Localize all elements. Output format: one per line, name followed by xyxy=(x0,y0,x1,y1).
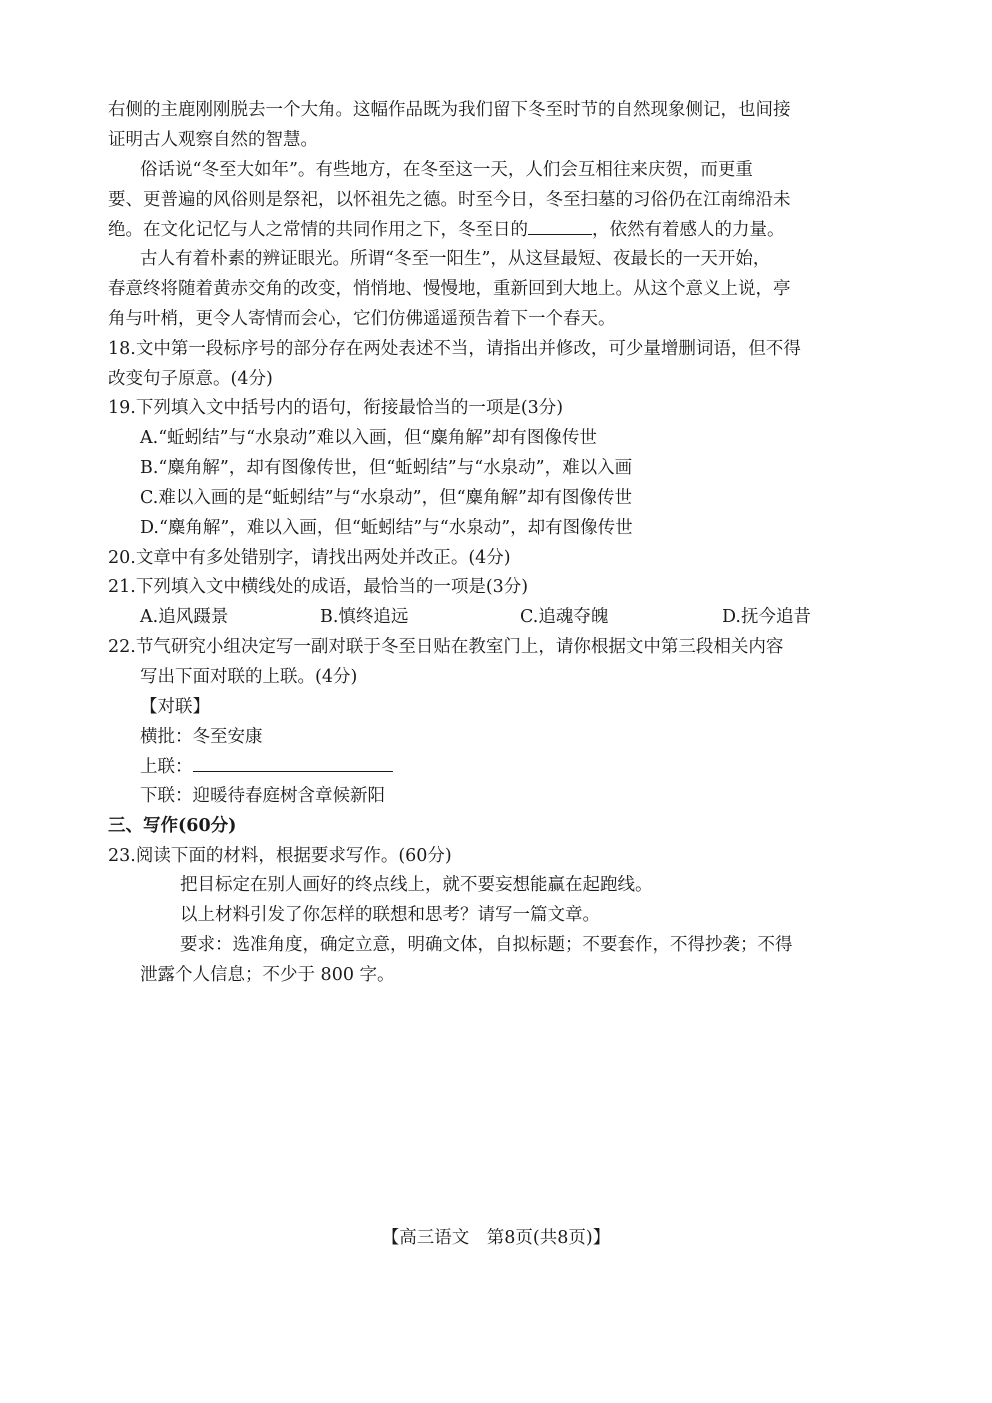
question-22-cont: 写出下面对联的上联。(4分) xyxy=(140,667,358,687)
passage-line: 证明古人观察自然的智慧。 xyxy=(108,130,318,150)
q19-option-c: C.难以入画的是“蚯蚓结”与“水泉动”，但“麋角解”却有图像传世 xyxy=(140,488,633,508)
couplet-heading: 【对联】 xyxy=(140,697,210,717)
passage-line: 俗话说“冬至大如年”。有些地方，在冬至这一天，人们会互相往来庆贺，而更重 xyxy=(140,160,753,180)
passage-text: 绝。在文化记忆与人之常情的共同作用之下，冬至日的 xyxy=(108,220,528,240)
passage-text: ，依然有着感人的力量。 xyxy=(592,220,785,240)
page-footer: 【高三语文 第8页(共8页)】 xyxy=(381,1228,611,1248)
passage-line: 古人有着朴素的辨证眼光。所谓“冬至一阳生”，从这昼最短、夜最长的一天开始， xyxy=(140,249,771,269)
passage-line: 要、更普遍的风俗则是祭祀，以怀祖先之德。时至今日，冬至扫墓的习俗仍在江南绵沿未 xyxy=(108,190,791,210)
question-19: 19.下列填入文中括号内的语句，衔接最恰当的一项是(3分) xyxy=(108,398,564,418)
q21-option-d: D.抚今追昔 xyxy=(722,607,811,627)
writing-prompt: 以上材料引发了你怎样的联想和思考？请写一篇文章。 xyxy=(180,905,600,925)
passage-line-with-blank xyxy=(108,214,785,245)
writing-material: 把目标定在别人画好的终点线上，就不要妄想能赢在起跑线。 xyxy=(180,875,653,895)
question-21: 21.下列填入文中横线处的成语，最恰当的一项是(3分) xyxy=(108,577,529,597)
q19-option-b: B.“麋角解”，却有图像传世，但“蚯蚓结”与“水泉动”，难以入画 xyxy=(140,458,633,478)
couplet-upper-line xyxy=(140,751,393,782)
couplet-upper-blank xyxy=(193,751,393,772)
q19-option-d: D.“麋角解”，难以入画，但“蚯蚓结”与“水泉动”，却有图像传世 xyxy=(140,518,633,538)
q21-option-c: C.追魂夺魄 xyxy=(520,607,609,627)
writing-requirements-cont: 泄露个人信息；不少于 800 字。 xyxy=(140,965,395,985)
passage-line: 春意终将随着黄赤交角的改变，悄悄地、慢慢地，重新回到大地上。从这个意义上说，亭 xyxy=(108,279,791,299)
question-18: 18.文中第一段标序号的部分存在两处表述不当，请指出并修改，可少量增删词语，但不得 xyxy=(108,339,801,359)
question-20: 20.文章中有多处错别字，请找出两处并改正。(4分) xyxy=(108,548,511,568)
q21-option-a: A.追风蹑景 xyxy=(140,607,229,627)
passage-line: 右侧的主鹿刚刚脱去一个大角。这幅作品既为我们留下冬至时节的自然现象侧记，也间接 xyxy=(108,100,791,120)
q19-option-a: A.“蚯蚓结”与“水泉动”难以入画，但“麋角解”却有图像传世 xyxy=(140,428,597,448)
couplet-horizontal: 横批：冬至安康 xyxy=(140,727,263,747)
couplet-lower: 下联：迎暖待春庭树含章候新阳 xyxy=(140,786,385,806)
q21-option-b: B.慎终追远 xyxy=(320,607,409,627)
fill-in-blank xyxy=(528,214,592,235)
writing-requirements: 要求：选准角度，确定立意，明确文体，自拟标题；不要套作，不得抄袭；不得 xyxy=(180,935,793,955)
question-18-cont: 改变句子原意。(4分) xyxy=(108,369,273,389)
question-22: 22.节气研究小组决定写一副对联于冬至日贴在教室门上，请你根据文中第三段相关内容 xyxy=(108,637,784,657)
question-23: 23.阅读下面的材料，根据要求写作。(60分) xyxy=(108,846,452,866)
section-title-writing: 三、写作(60分) xyxy=(108,816,237,836)
passage-line: 角与叶梢，更令人寄情而会心，它们仿佛遥遥预告着下一个春天。 xyxy=(108,309,616,329)
couplet-upper-label: 上联： xyxy=(140,757,193,777)
